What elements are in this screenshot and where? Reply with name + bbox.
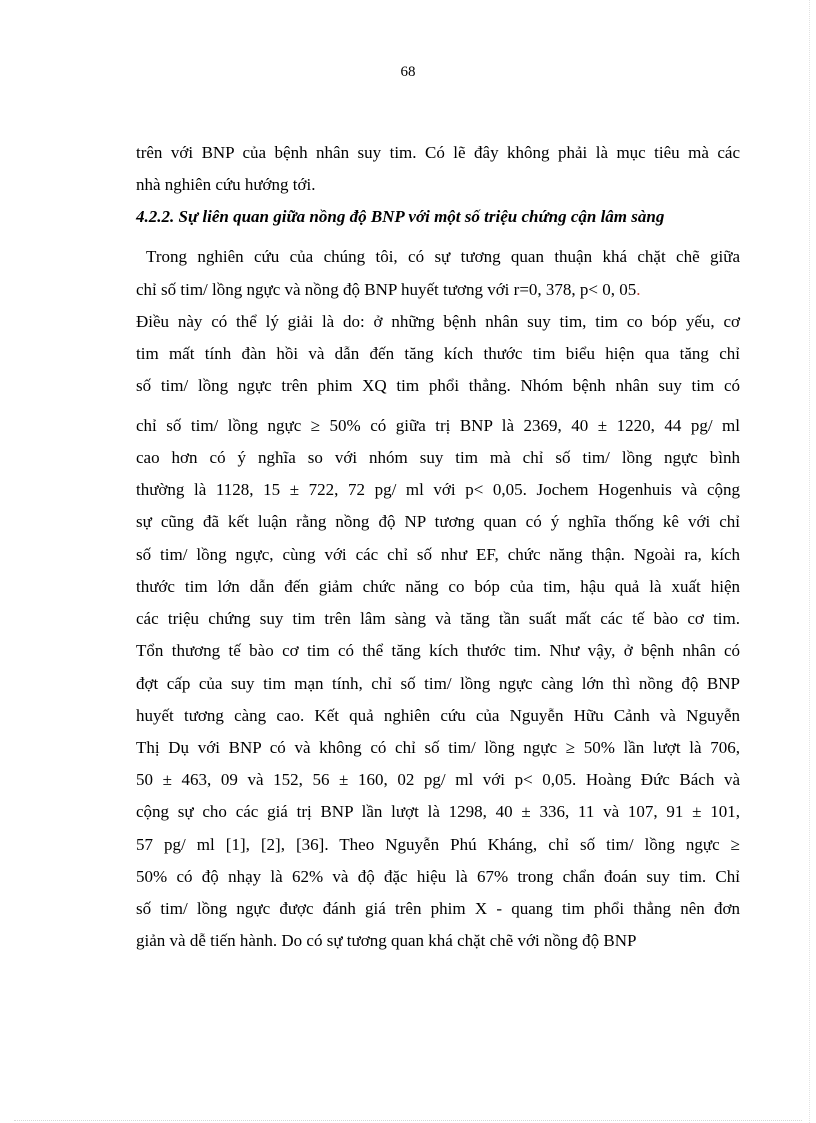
text-line: huyết tương càng cao. Kết quả nghiên cứu của Nguyễn Hữu Cảnh và Nguyễn xyxy=(136,706,740,725)
highlighted-period: . xyxy=(636,280,641,299)
text-line: thường là 1128, 15 ± 722, 72 pg/ ml với p< 0,05. Jochem Hogenhuis và cộng xyxy=(136,480,740,499)
text-line: thước tim lớn dẫn đến giảm chức năng co bóp của tim, hậu quả là xuất hiện xyxy=(136,577,740,596)
text-line: số tim/ lồng ngực, cùng với các chỉ số như EF, chức năng thận. Ngoài ra, kích xyxy=(136,545,740,564)
text-line: giản và dễ tiến hành. Do có sự tương quan khá chặt chẽ với nồng độ BNP xyxy=(136,931,637,950)
page-number: 68 xyxy=(400,64,416,80)
text-line: số tim/ lồng ngực được đánh giá trên phim X - quang tim phổi thẳng nên đơn xyxy=(136,899,740,918)
text-line: trên với BNP của bệnh nhân suy tim. Có lẽ đây không phải là mục tiêu mà các xyxy=(136,143,740,162)
text-line: tim mất tính đàn hồi và dẫn đến tăng kích thước tim biểu hiện qua tăng chỉ xyxy=(136,344,740,363)
text-line-content: chỉ số tim/ lồng ngực và nồng độ BNP huyết tương với r=0, 378, p< 0, 05 xyxy=(136,280,637,299)
text-line xyxy=(136,280,740,300)
text-line: số tim/ lồng ngực trên phim XQ tim phổi thẳng. Nhóm bệnh nhân suy tim có xyxy=(136,376,740,395)
text-line: 57 pg/ ml [1], [2], [36]. Theo Nguyễn Phú Kháng, chỉ số tim/ lồng ngực ≥ xyxy=(136,835,740,854)
page-edge-right xyxy=(809,0,810,1123)
text-line: cộng sự cho các giá trị BNP lần lượt là 1298, 40 ± 336, 11 và 107, 91 ± 101, xyxy=(136,802,740,821)
text-line: Trong nghiên cứu của chúng tôi, có sự tương quan thuận khá chặt chẽ giữa xyxy=(136,247,740,266)
text-line: Thị Dụ với BNP có và không có chỉ số tim/ lồng ngực ≥ 50% lần lượt là 706, xyxy=(136,738,740,757)
text-line: các triệu chứng suy tim trên lâm sàng và tăng tần suất mất các tế bào cơ tim. xyxy=(136,609,740,628)
text-line: chỉ số tim/ lồng ngực ≥ 50% có giữa trị BNP là 2369, 40 ± 1220, 44 pg/ ml xyxy=(136,416,740,435)
text-line: sự cũng đã kết luận rằng nồng độ NP tương quan có ý nghĩa thống kê với chỉ xyxy=(136,512,740,531)
text-line: cao hơn có ý nghĩa so với nhóm suy tim mà chỉ số tim/ lồng ngực bình xyxy=(136,448,740,467)
section-heading: 4.2.2. Sự liên quan giữa nồng độ BNP với một số triệu chứng cận lâm sàng xyxy=(136,207,665,226)
text-line: nhà nghiên cứu hướng tới. xyxy=(136,175,316,194)
page-edge-bottom xyxy=(14,1120,802,1121)
text-line: 50% có độ nhạy là 62% và độ đặc hiệu là 67% trong chẩn đoán suy tim. Chỉ xyxy=(136,867,740,886)
text-line: Điều này có thể lý giải là do: ở những bệnh nhân suy tim, tim co bóp yếu, cơ xyxy=(136,312,740,331)
text-line: Tổn thương tế bào cơ tim có thể tăng kích thước tim. Như vậy, ở bệnh nhân có xyxy=(136,641,740,660)
text-line: đợt cấp của suy tim mạn tính, chỉ số tim/ lồng ngực càng lớn thì nồng độ BNP xyxy=(136,674,740,693)
text-line: 50 ± 463, 09 và 152, 56 ± 160, 02 pg/ ml với p< 0,05. Hoàng Đức Bách và xyxy=(136,770,740,789)
